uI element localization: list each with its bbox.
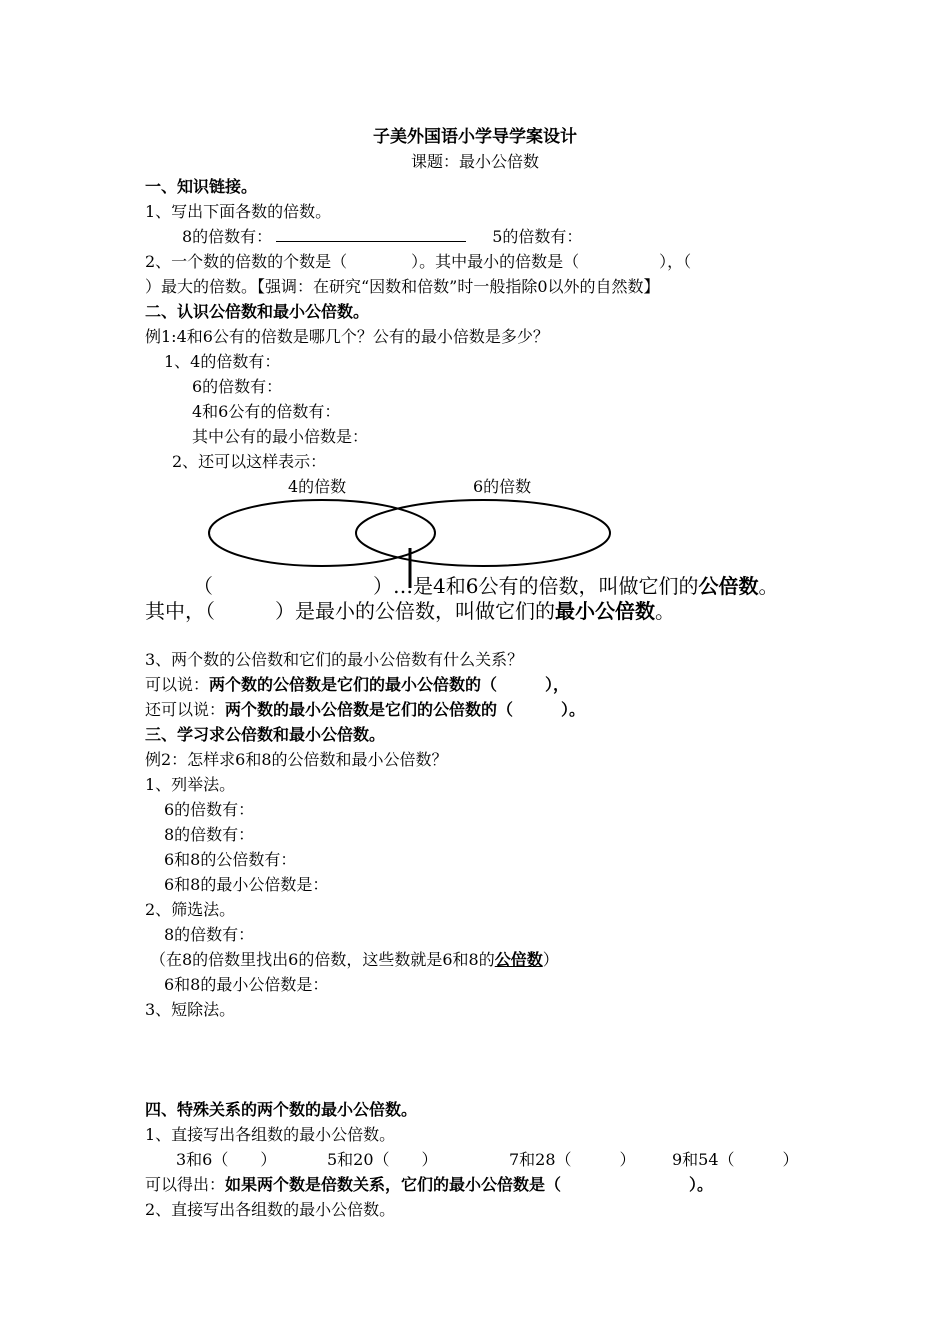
example1: 例1:4和6公有的倍数是哪几个？公有的最小倍数是多少？ [145,327,549,346]
section4-q1: 1、直接写出各组数的最小公倍数。 [145,1125,396,1144]
venn-ellipse-left [209,500,435,566]
step1-multiples-of-6: 6的倍数有： [192,377,283,396]
lcm-text: 其中，（ ）是最小的公倍数，叫做它们的 [145,599,555,623]
method1-title: 1、列举法。 [145,775,236,794]
section4-heading: 四、特殊关系的两个数的最小公倍数。 [145,1100,418,1119]
pair-4: 9和54（ ） [672,1150,799,1169]
hint-term: 公倍数 [494,950,543,969]
pair-2: 5和20（ ） [327,1150,438,1169]
q3-prompt: 3、两个数的公倍数和它们的最小公倍数有什么关系？ [145,650,524,669]
period: 。 [758,574,779,598]
method2-title: 2、筛选法。 [145,900,236,919]
venn-label-right: 6的倍数 [473,477,532,496]
conclusion-bold: 如果两个数是倍数关系，它们的最小公倍数是（ ）。 [225,1175,714,1194]
pair-3: 7和28（ ） [509,1150,636,1169]
step2-prompt: 2、还可以这样表示： [172,452,327,471]
conclusion-prefix: 可以得出： [145,1175,226,1194]
common-multiple-definition [193,574,778,598]
venn-ellipse-right [356,500,610,566]
section4-q2: 2、直接写出各组数的最小公倍数。 [145,1200,396,1219]
method2-multiples-8: 8的倍数有： [164,925,255,944]
school-title: 子美外国语小学导学案设计 [373,127,577,147]
method2-lcm: 6和8的最小公倍数是： [164,975,329,994]
method1-common: 6和8的公倍数有： [164,850,297,869]
subject-title: 课题：最小公倍数 [410,152,539,171]
common-multiple-term: 公倍数 [698,574,759,598]
q3-b-prefix: 还可以说： [145,700,226,719]
method3-title: 3、短除法。 [145,1000,236,1019]
q3-statement-b [145,700,585,720]
pair-1: 3和6（ ） [176,1150,277,1169]
step1-multiples-of-4: 1、4的倍数有： [164,352,281,371]
multiples-of-5-label: 5的倍数有： [492,227,583,246]
q3-statement-a [145,675,569,695]
example2: 例2：怎样求6和8的公倍数和最小公倍数？ [145,750,448,769]
method1-lcm: 6和8的最小公倍数是： [164,875,329,894]
step1-least-common: 其中公有的最小倍数是： [192,427,369,446]
section2-heading: 二、认识公倍数和最小公倍数。 [145,302,370,321]
method1-multiples-8: 8的倍数有： [164,825,255,844]
lcm-definition [145,599,675,623]
method1-multiples-6: 6的倍数有： [164,800,255,819]
section3-heading: 三、学习求公倍数和最小公倍数。 [145,725,386,744]
q3-a-prefix: 可以说： [145,675,210,694]
period: 。 [655,599,675,623]
lcm-term: 最小公倍数 [555,599,655,623]
section4-conclusion [145,1175,713,1195]
venn-label-left: 4的倍数 [288,477,347,496]
q2-line2: ）最大的倍数。【强调：在研究“因数和倍数”时一般指除0以外的自然数】 [145,277,660,296]
common-multiple-text: （ ）…是4和6公有的倍数，叫做它们的 [193,574,699,598]
method2-hint [150,950,559,970]
q3-b-bold: 两个数的最小公倍数是它们的公倍数的（ ）。 [225,700,586,719]
q1-prompt: 1、写出下面各数的倍数。 [145,202,332,221]
q3-a-bold: 两个数的公倍数是它们的最小公倍数的（ ）， [209,675,570,694]
multiples-of-8-label: 8的倍数有： [182,227,273,246]
section1-heading: 一、知识链接。 [145,177,258,196]
hint-text: （在8的倍数里找出6的倍数，这些数就是6和8的 [150,950,495,969]
step1-common-multiples: 4和6公有的倍数有： [192,402,341,421]
q2-line1: 2、一个数的倍数的个数是（ ）。其中最小的倍数是（ ），（ [145,252,692,271]
hint-close: ） [542,950,559,969]
